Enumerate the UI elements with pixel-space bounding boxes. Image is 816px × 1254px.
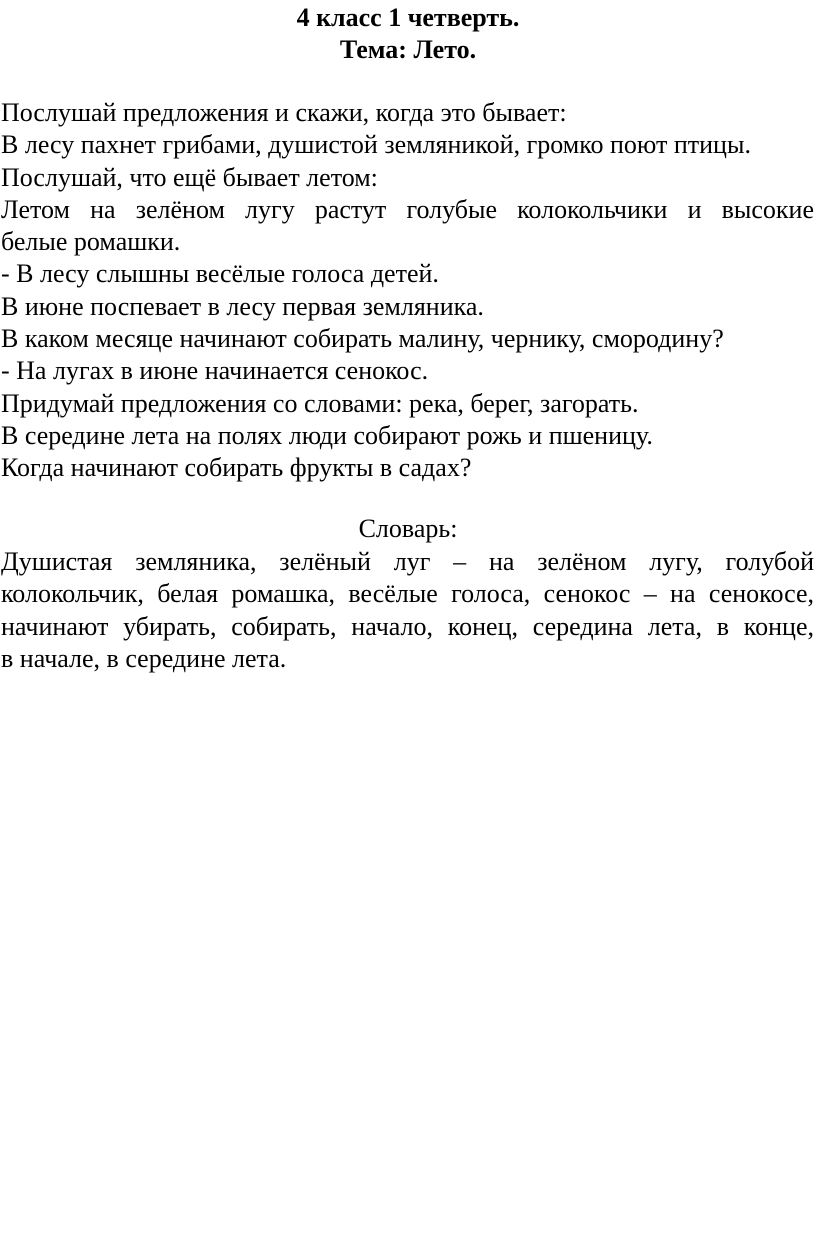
text-line: В середине лета на полях люди собирают рожь и пшеницу. bbox=[1, 420, 653, 450]
grade-quarter-heading: 4 класс 1 четверть. bbox=[296, 3, 520, 32]
text-line: Когда начинают собирать фрукты в садах? bbox=[1, 453, 472, 483]
text-line: Послушай, что ещё бывает летом: bbox=[1, 162, 378, 192]
text-line: В июне поспевает в лесу первая земляника. bbox=[1, 291, 484, 321]
text-line: белые ромашки. bbox=[1, 227, 181, 257]
vocabulary-text bbox=[1, 546, 814, 675]
text-line: В каком месяце начинают собирать малину, чернику, смородину? bbox=[1, 324, 724, 354]
text-line: - В лесу слышны весёлые голоса детей. bbox=[1, 259, 439, 289]
topic-heading: Тема: Лето. bbox=[339, 35, 477, 64]
exercise-text bbox=[1, 97, 814, 485]
text-line: В лесу пахнет грибами, душистой земляникой, громко поют птицы. bbox=[1, 130, 751, 160]
vocabulary-line: в начале, в середине лета. bbox=[1, 643, 287, 673]
text-line: - На лугах в июне начинается сенокос. bbox=[1, 356, 429, 386]
text-line: Придумай предложения со словами: река, берег, загорать. bbox=[1, 388, 639, 418]
vocabulary-title: Словарь: bbox=[358, 514, 458, 543]
text-line: Послушай предложения и скажи, когда это бывает: bbox=[1, 98, 567, 127]
vocabulary-line: колокольчик, белая ромашка, весёлые голоса, сенокос – на сенокосе, bbox=[1, 579, 814, 609]
text-line: Летом на зелёном лугу растут голубые колокольчики и высокие bbox=[1, 194, 814, 224]
vocabulary-line: начинают убирать, собирать, начало, конец, середина лета, в конце, bbox=[1, 611, 814, 641]
vocabulary-line: Душистая земляника, зелёный луг – на зелёном лугу, голубой bbox=[1, 547, 814, 576]
